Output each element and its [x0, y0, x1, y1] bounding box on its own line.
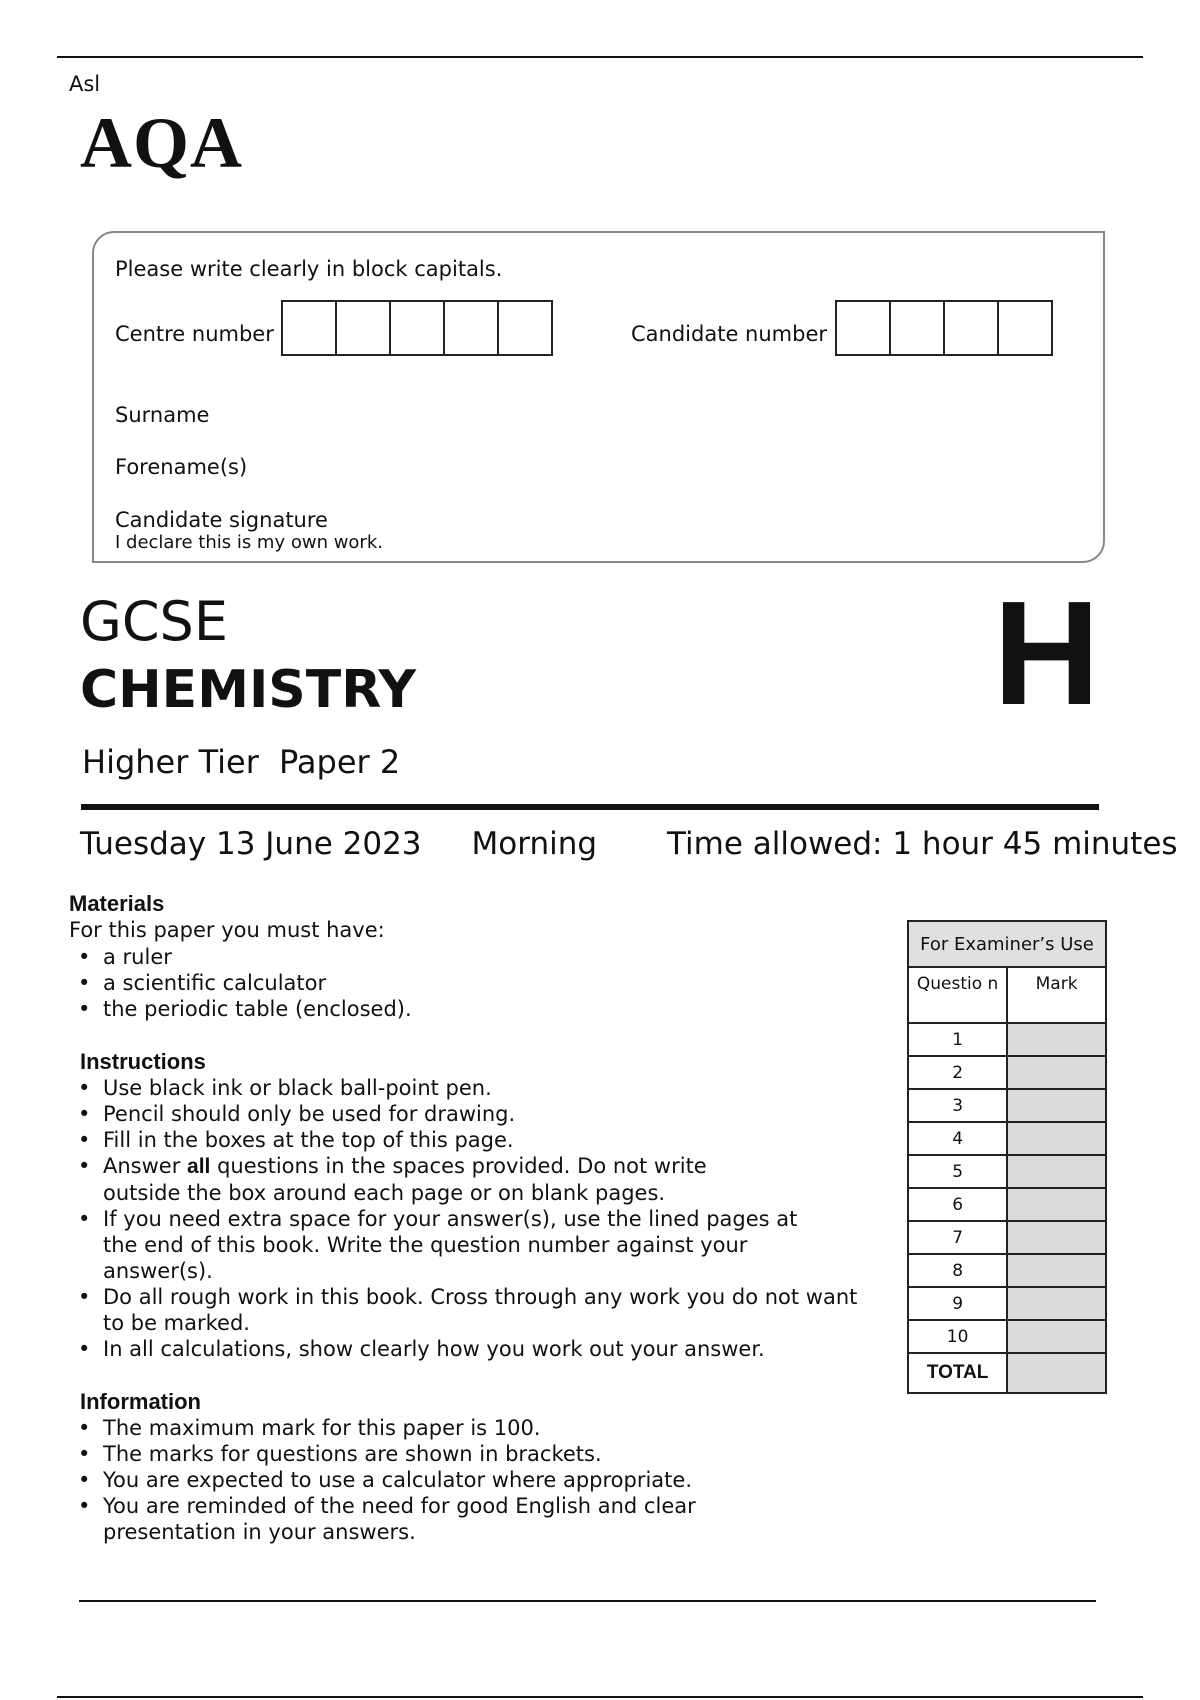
declaration-text: I declare this is my own work.	[115, 532, 383, 553]
english-line-2: presentation in your answers.	[103, 1520, 416, 1544]
question-number: 4	[908, 1122, 1007, 1155]
centre-digit-box[interactable]	[497, 300, 553, 356]
tier-letter: H	[993, 571, 1100, 736]
mark-cell[interactable]	[1007, 1122, 1106, 1155]
list-item: • a ruler	[69, 944, 412, 970]
table-row	[908, 1188, 1106, 1221]
answer-line-2: outside the box around each page or on blank pages.	[103, 1181, 666, 1205]
list-item: • In all calculations, show clearly how you work out your answer.	[69, 1336, 919, 1362]
extra-space-line-1: If you need extra space for your answer(s), use the lined pages at	[103, 1207, 798, 1231]
mark-cell[interactable]	[1007, 1188, 1106, 1221]
aqa-logo: AQA	[80, 103, 243, 183]
candidate-number-boxes[interactable]	[835, 300, 1051, 356]
question-number: 3	[908, 1089, 1007, 1122]
mark-cell[interactable]	[1007, 1023, 1106, 1056]
list-item: • the periodic table (enclosed).	[69, 996, 412, 1022]
instructions-heading: Instructions	[80, 1049, 206, 1074]
list-item: • The maximum mark for this paper is 100.	[69, 1415, 869, 1441]
english-line-1: You are reminded of the need for good English and clear	[103, 1494, 696, 1518]
question-number: 1	[908, 1023, 1007, 1056]
list-item: • a scientific calculator	[69, 970, 412, 996]
mark-cell[interactable]	[1007, 1155, 1106, 1188]
mark-cell[interactable]	[1007, 1221, 1106, 1254]
candidate-digit-box[interactable]	[889, 300, 945, 356]
table-row	[908, 1089, 1106, 1122]
rough-work-line-2: to be marked.	[103, 1311, 250, 1335]
exam-date-line	[80, 826, 1200, 862]
qualification-title: GCSE	[80, 590, 228, 653]
exam-date: Tuesday 13 June 2023	[80, 826, 422, 862]
list-item	[69, 1206, 919, 1284]
instructions-list	[69, 1075, 919, 1362]
centre-digit-box[interactable]	[443, 300, 499, 356]
bottom-rule	[57, 1696, 1143, 1698]
table-row	[908, 1155, 1106, 1188]
list-item: • You are expected to use a calculator where appropriate.	[69, 1467, 869, 1493]
subject-rule	[81, 804, 1099, 810]
footer-rule	[79, 1600, 1096, 1602]
total-mark-cell[interactable]	[1007, 1353, 1106, 1393]
total-label: TOTAL	[908, 1353, 1007, 1393]
information-list	[69, 1415, 869, 1545]
exam-session: Morning	[471, 826, 598, 862]
centre-number-label: Centre number	[115, 322, 274, 346]
rough-work-line-1: Do all rough work in this book. Cross through any work you do not want	[103, 1285, 858, 1309]
mark-cell[interactable]	[1007, 1089, 1106, 1122]
table-row	[908, 1353, 1106, 1393]
centre-number-boxes[interactable]	[281, 300, 551, 356]
table-row	[908, 1023, 1106, 1056]
paper-code: Asl	[69, 72, 101, 96]
question-number: 8	[908, 1254, 1007, 1287]
list-item	[69, 1493, 869, 1545]
examiner-use-table	[907, 920, 1107, 1394]
answer-rest: questions in the spaces provided. Do not write	[217, 1154, 707, 1178]
extra-space-line-3: answer(s).	[103, 1259, 213, 1283]
forenames-label: Forename(s)	[115, 455, 248, 479]
question-number: 7	[908, 1221, 1007, 1254]
tier-paper-line	[82, 743, 400, 781]
candidate-digit-box[interactable]	[835, 300, 891, 356]
question-number: 2	[908, 1056, 1007, 1089]
question-number: 9	[908, 1287, 1007, 1320]
examiner-table-title: For Examiner’s Use	[908, 921, 1106, 967]
top-rule	[57, 56, 1143, 58]
candidate-digit-box[interactable]	[997, 300, 1053, 356]
signature-label: Candidate signature	[115, 508, 328, 532]
materials-intro: For this paper you must have:	[69, 918, 385, 942]
candidate-details-box	[92, 231, 1105, 563]
mark-column-header: Mark	[1007, 967, 1106, 1023]
list-item: • Fill in the boxes at the top of this page.	[69, 1127, 919, 1153]
table-row	[908, 1254, 1106, 1287]
list-item: • Pencil should only be used for drawing.	[69, 1101, 919, 1127]
centre-digit-box[interactable]	[335, 300, 391, 356]
all-emphasis: all	[187, 1155, 211, 1178]
subject-title: CHEMISTRY	[80, 660, 417, 720]
question-number: 5	[908, 1155, 1007, 1188]
table-row	[908, 1122, 1106, 1155]
mark-cell[interactable]	[1007, 1056, 1106, 1089]
materials-heading: Materials	[69, 891, 165, 916]
materials-list	[69, 944, 412, 1022]
paper-label: Paper 2	[279, 743, 401, 781]
list-item	[69, 1153, 919, 1206]
candidate-number-label: Candidate number	[631, 322, 827, 346]
candidate-digit-box[interactable]	[943, 300, 999, 356]
list-item: • Use black ink or black ball-point pen.	[69, 1075, 919, 1101]
table-row	[908, 1221, 1106, 1254]
list-item: • The marks for questions are shown in brackets.	[69, 1441, 869, 1467]
block-capitals-instruction: Please write clearly in block capitals.	[115, 257, 503, 281]
extra-space-line-2: the end of this book. Write the question number against your	[103, 1233, 748, 1257]
centre-digit-box[interactable]	[281, 300, 337, 356]
mark-cell[interactable]	[1007, 1287, 1106, 1320]
mark-cell[interactable]	[1007, 1320, 1106, 1353]
table-row	[908, 1320, 1106, 1353]
surname-label: Surname	[115, 403, 210, 427]
list-item	[69, 1284, 919, 1336]
mark-cell[interactable]	[1007, 1254, 1106, 1287]
tier-label: Higher Tier	[82, 743, 259, 781]
question-number: 6	[908, 1188, 1007, 1221]
answer-word: Answer	[103, 1154, 181, 1178]
time-allowed: Time allowed: 1 hour 45 minutes	[667, 826, 1178, 862]
question-number: 10	[908, 1320, 1007, 1353]
table-row	[908, 1056, 1106, 1089]
table-row	[908, 1287, 1106, 1320]
question-column-header: Questio n	[908, 967, 1007, 1023]
centre-digit-box[interactable]	[389, 300, 445, 356]
information-heading: Information	[80, 1389, 201, 1414]
